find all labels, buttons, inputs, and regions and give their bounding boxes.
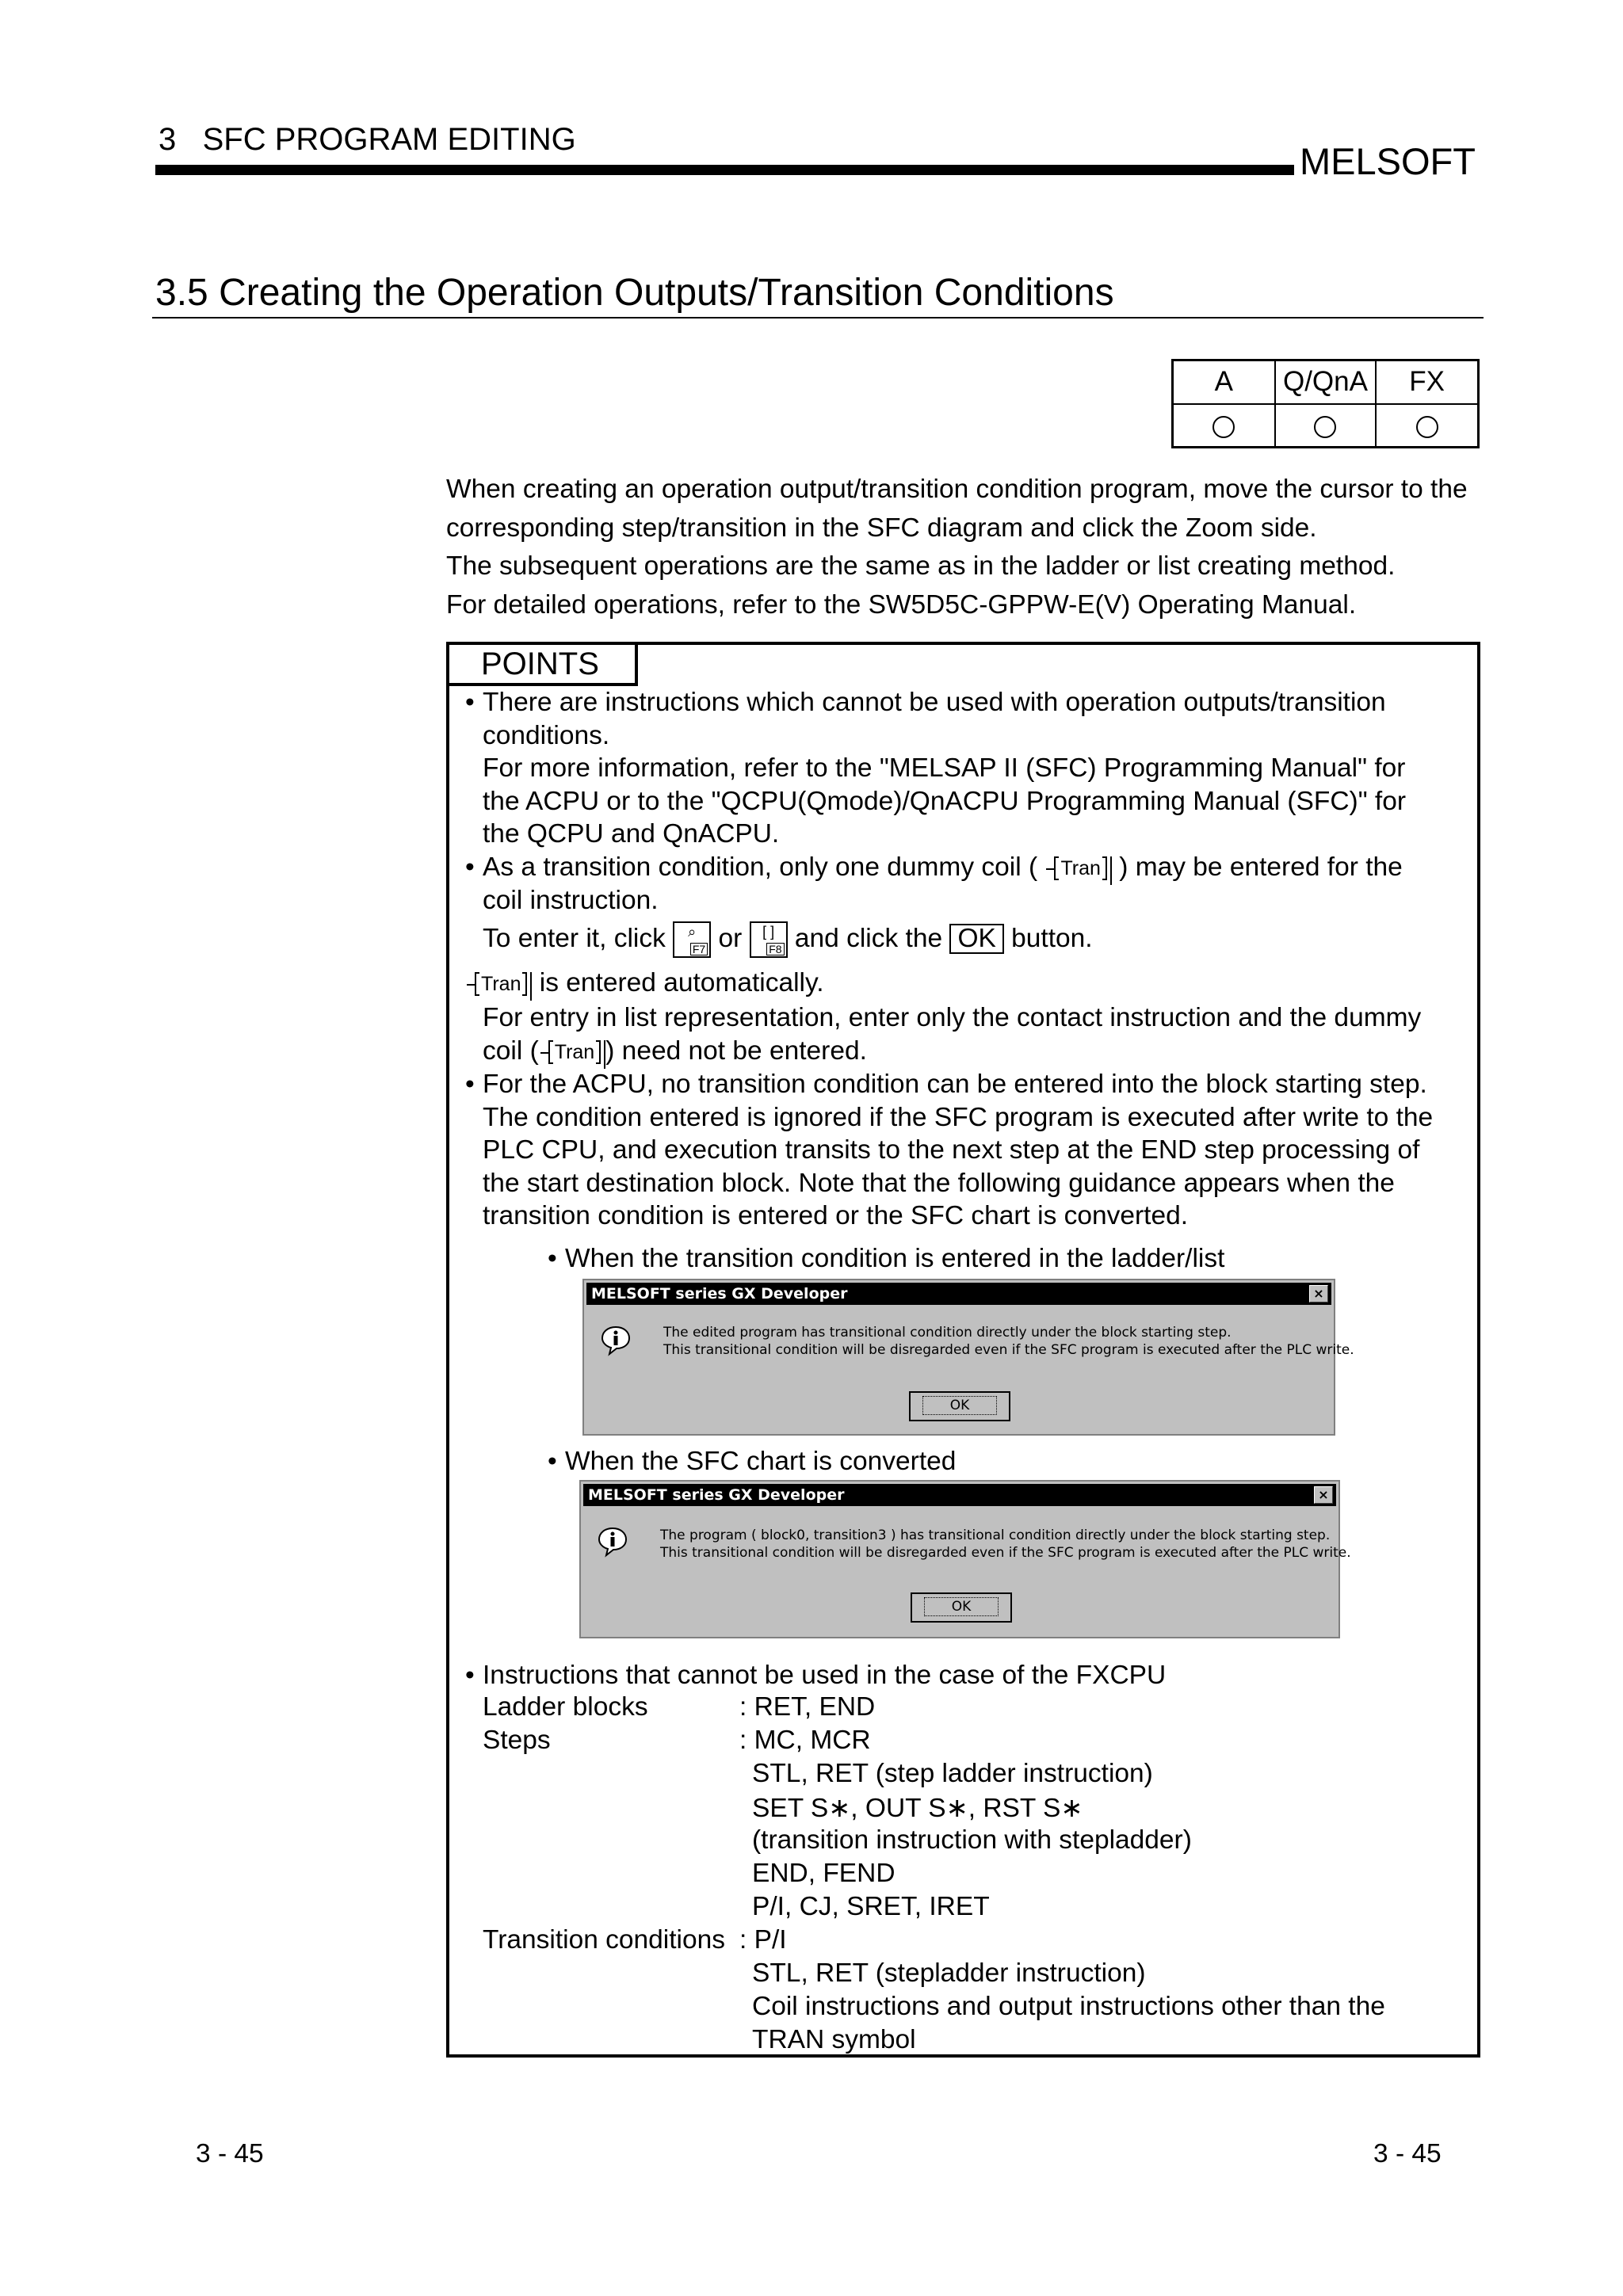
text-line: The condition entered is ignored if the SFC program is executed after write to the — [483, 1102, 1434, 1132]
bullet-dot: • — [548, 1244, 557, 1273]
fx-steps-value: (transition instruction with stepladder) — [752, 1825, 1192, 1855]
text-line: For entry in list representation, enter only the contact instruction and the dummy — [483, 1003, 1422, 1032]
page-number-right: 3 - 45 — [1373, 2139, 1442, 2168]
text-line: For the ACPU, no transition condition can be entered into the block starting step. — [483, 1070, 1427, 1099]
fx-ladder-value: : RET, END — [739, 1692, 876, 1722]
warning-dialog-sfc-convert — [579, 1480, 1351, 1638]
sub-bullet-sfc-chart: • When the SFC chart is converted — [565, 1445, 956, 1478]
close-icon[interactable]: × — [1309, 1285, 1328, 1302]
intro-paragraph — [446, 471, 1492, 624]
fx-transition-value: STL, RET (stepladder instruction) — [752, 1958, 1146, 1988]
section-title: 3.5 Creating the Operation Outputs/Transition Conditions — [155, 272, 1114, 314]
text-line: transition condition is entered or the SFC chart is converted. — [483, 1201, 1189, 1230]
compat-header-fx: FX — [1376, 361, 1477, 404]
intro-line: When creating an operation output/transition condition program, move the cursor to the — [446, 475, 1468, 504]
info-icon — [597, 1526, 628, 1558]
supported-circle-icon — [1212, 416, 1235, 438]
dialog-titlebar: MELSOFT series GX Developer × — [586, 1283, 1331, 1305]
points-bullet-4: • Instructions that cannot be used in the case of the FXCPU — [483, 1659, 1166, 1692]
ok-key-label: OK — [949, 924, 1003, 954]
text-line: For more information, refer to the "MELSAP II (SFC) Programming Manual" for — [483, 753, 1406, 783]
warning-dialog-ladder — [582, 1279, 1354, 1436]
section-rule — [152, 317, 1484, 318]
dialog-message-line: The edited program has transitional condition directly under the block starting step. — [663, 1325, 1232, 1341]
brand-logo-text: MELSOFT — [1300, 140, 1476, 182]
fx-transition-value: TRAN symbol — [752, 2025, 916, 2054]
page-number-left: 3 - 45 — [196, 2139, 264, 2168]
fx-steps-value: P/I, CJ, SRET, IRET — [752, 1892, 990, 1921]
intro-line: The subsequent operations are the same as in the ladder or list creating method. — [446, 551, 1396, 581]
bullet-dot: • — [465, 1661, 475, 1690]
auto-entry-line: Tran is entered automatically. — [465, 967, 824, 1000]
dialog-message-line: This transitional condition will be disregarded even if the SFC program is executed after the PLC write. — [663, 1342, 1354, 1358]
tran-coil-symbol-icon: Tran — [465, 972, 532, 996]
fx-transition-value: Coil instructions and output instructions other than the — [752, 1992, 1385, 2021]
compat-header-a: A — [1174, 361, 1275, 404]
dialog-message-line: The program ( block0, transition3 ) has transitional condition directly under the block starting step. — [660, 1527, 1331, 1543]
text-line: the ACPU or to the "QCPU(Qmode)/QnACPU Programming Manual (SFC)" for — [483, 786, 1407, 816]
fx-steps-value: : MC, MCR — [739, 1726, 871, 1755]
application-instruction-key-f8-icon[interactable]: [ ] F8 — [750, 921, 788, 958]
text-line: coil instruction. — [483, 886, 659, 915]
text-line: conditions. — [483, 720, 610, 750]
ok-button[interactable]: OK — [911, 1592, 1012, 1623]
ok-button[interactable]: OK — [909, 1391, 1010, 1421]
bullet-dot: • — [465, 1070, 475, 1099]
fx-transition-label: Transition conditions — [483, 1925, 725, 1955]
bullet-dot: • — [465, 852, 475, 882]
fx-steps-value: SET S∗, OUT S∗, RST S∗ — [752, 1794, 1083, 1823]
enter-instructions-line: To enter it, click ⌕ F7 or [ ] F8 and click the OK button. — [483, 919, 1093, 959]
points-title: POINTS — [481, 646, 599, 681]
close-icon[interactable]: × — [1314, 1486, 1333, 1504]
list-entry-line: coil ( Tran ) need not be entered. — [483, 1035, 867, 1068]
text-line: the QCPU and QnACPU. — [483, 819, 780, 849]
points-tab — [449, 645, 638, 686]
points-box — [446, 642, 1480, 2058]
cpu-compatibility-table — [1171, 359, 1480, 448]
fx-ladder-label: Ladder blocks — [483, 1692, 648, 1722]
supported-circle-icon — [1314, 416, 1336, 438]
intro-line: corresponding step/transition in the SFC diagram and click the Zoom side. — [446, 513, 1317, 543]
supported-circle-icon — [1416, 416, 1438, 438]
dialog-titlebar: MELSOFT series GX Developer × — [583, 1484, 1336, 1506]
tran-coil-symbol-icon: Tran — [539, 1040, 605, 1064]
text-line: PLC CPU, and execution transits to the next step at the END step processing of — [483, 1135, 1420, 1165]
fx-steps-value: STL, RET (step ladder instruction) — [752, 1759, 1153, 1788]
coil-key-f7-icon[interactable]: ⌕ F7 — [673, 921, 711, 958]
text-line: the start destination block. Note that the following guidance appears when the — [483, 1168, 1395, 1198]
bullet-dot: • — [548, 1447, 557, 1476]
compat-header-qqna: Q/QnA — [1275, 361, 1377, 404]
header-rule — [155, 165, 1294, 175]
intro-line: For detailed operations, refer to the SW5D5C-GPPW-E(V) Operating Manual. — [446, 589, 1357, 620]
bullet-dot: • — [465, 688, 475, 717]
points-bullet-3 — [465, 1068, 1434, 1233]
fx-steps-label: Steps — [483, 1726, 551, 1755]
points-bullet-2: • As a transition condition, only one dummy coil ( Tran ) may be entered for the — [483, 851, 1403, 884]
text-line: There are instructions which cannot be used with operation outputs/transition — [483, 688, 1386, 717]
tran-coil-symbol-icon: Tran — [1044, 856, 1111, 880]
info-icon — [600, 1325, 632, 1356]
sub-bullet-ladder-list: • When the transition condition is entered in the ladder/list — [565, 1242, 1224, 1276]
dialog-message-line: This transitional condition will be disregarded even if the SFC program is executed after the PLC write. — [660, 1545, 1351, 1561]
fx-steps-value: END, FEND — [752, 1859, 896, 1888]
fx-transition-value: : P/I — [739, 1925, 787, 1955]
points-bullet-1 — [465, 686, 1407, 851]
chapter-heading: 3 SFC PROGRAM EDITING — [158, 122, 576, 157]
